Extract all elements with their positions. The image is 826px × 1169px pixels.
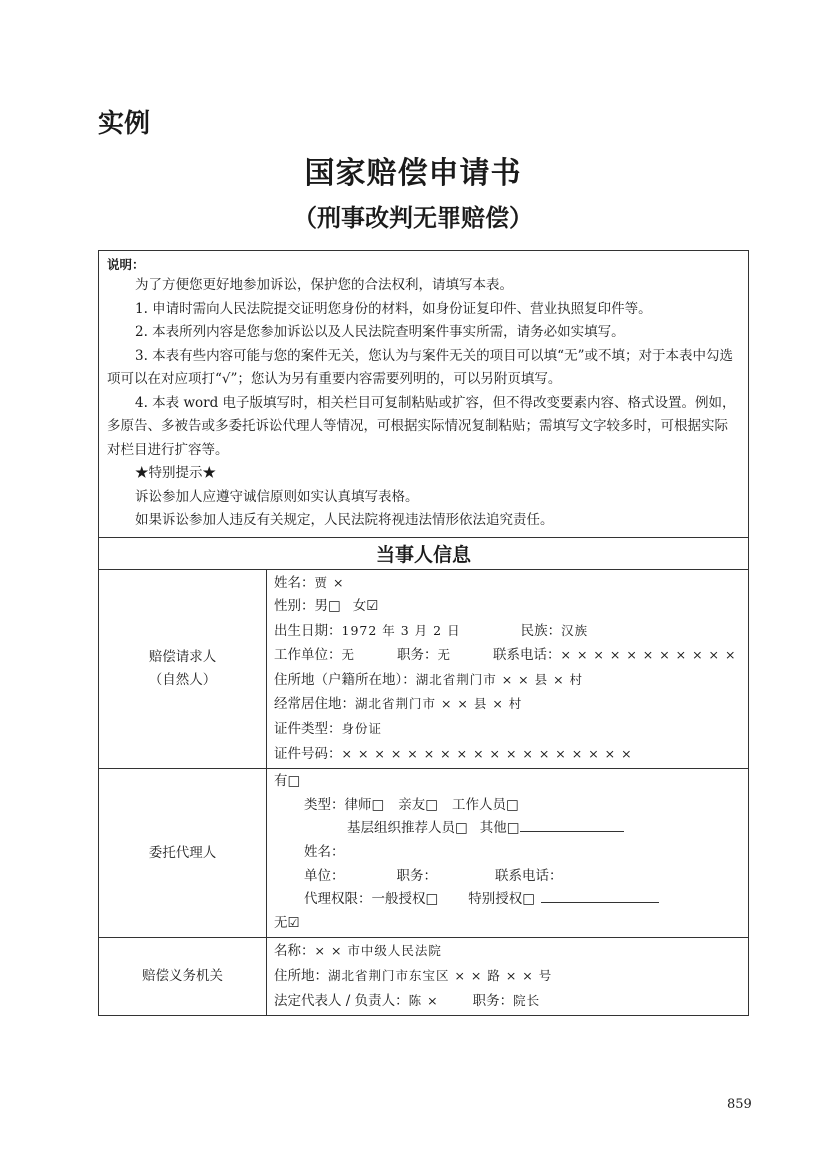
agent-type-row-2	[274, 817, 742, 841]
claimant-residence-row	[274, 692, 742, 717]
instruction-paragraph: 诉讼参加人应遵守诚信原则如实认真填写表格。	[135, 488, 419, 505]
field-label: 类型：	[304, 796, 345, 813]
obligor-rep-row	[274, 989, 742, 1014]
field-label: 证件号码：	[274, 745, 342, 762]
obligor-info-cell	[267, 938, 749, 1016]
field-label: 联系电话：	[493, 647, 561, 664]
page-number: 859	[727, 1097, 752, 1112]
instruction-paragraph: 2. 本表所列内容是您参加诉讼以及人民法院查明案件事实所需，请务必如实填写。	[135, 324, 625, 340]
instruction-paragraph: 如果诉讼参加人违反有关规定，人民法院将视违法情形依法追究责任。	[135, 512, 554, 528]
instruction-paragraph: 1. 申请时需向人民法院提交证明您身份的材料，如身份证复印件、营业执照复印件等。	[135, 300, 652, 317]
special-authority-checkbox[interactable]: 特别授权□	[468, 891, 536, 908]
authority-blank-line[interactable]	[541, 888, 659, 903]
claimant-idnum-value: × × × × × × × × × × × × × × × × × ×	[341, 745, 633, 761]
instruction-paragraph: 为了方便您更好地参加诉讼，保护您的合法权利，请填写本表。	[135, 277, 513, 293]
agent-label: 委托代理人	[148, 844, 217, 861]
field-label: 职务：	[396, 867, 437, 884]
field-label: 民族：	[520, 622, 562, 639]
obligor-address-row	[274, 964, 742, 989]
claimant-domicile-value: 湖北省荆门市 × × 县 × 村	[415, 671, 584, 687]
instruction-paragraph: 3. 本表有些内容可能与您的案件无关，您认为与案件无关的项目可以填“无”或不填；对于本表中勾选项可以在对应项打“√”；您认为另有重要内容需要列明的，可以另附页填写。	[107, 347, 733, 387]
general-authority-checkbox[interactable]: 一般授权□	[371, 891, 439, 908]
claimant-label-cell	[99, 569, 267, 769]
field-label: 代理权限：	[304, 891, 372, 908]
special-notice-heading: ★特别提示★	[135, 465, 216, 481]
gender-female-checkbox[interactable]: 女☑	[352, 598, 379, 615]
claimant-work-row	[274, 643, 742, 668]
claimant-name-row	[274, 571, 742, 596]
agent-info-cell	[267, 769, 749, 938]
field-label: 职务：	[472, 992, 514, 1009]
claimant-ethnic-value: 汉族	[561, 622, 589, 638]
example-label: 实例	[98, 109, 151, 139]
claimant-idnum-row	[274, 742, 742, 767]
agent-lawyer-checkbox[interactable]: 律师□	[344, 796, 385, 813]
field-label: 单位：	[304, 867, 345, 884]
field-label: 住所地：	[274, 968, 328, 984]
claimant-info-cell	[267, 569, 749, 769]
field-label: 经常居住地：	[274, 696, 355, 713]
field-label: 姓名：	[304, 844, 345, 861]
field-label: 性别：	[274, 598, 315, 615]
agent-other-checkbox[interactable]: 其他□	[479, 820, 520, 837]
claimant-idtype-row	[274, 717, 742, 742]
field-label: 工作单位：	[274, 647, 342, 664]
agent-has-checkbox[interactable]: 有□	[274, 773, 301, 790]
field-label: 法定代表人 / 负责人：	[274, 992, 409, 1009]
claimant-dob-row	[274, 619, 742, 644]
field-label: 联系电话：	[495, 867, 563, 884]
obligor-label-cell	[99, 938, 267, 1016]
obligor-address-value: 湖北省荆门市东宝区 × × 路 × × 号	[328, 968, 553, 983]
agent-authority-row	[274, 888, 742, 912]
obligor-label: 赔偿义务机关	[142, 968, 223, 985]
claimant-label: 赔偿请求人	[148, 648, 217, 665]
document-title: 国家赔偿申请书	[304, 156, 522, 191]
agent-unit-row	[274, 865, 742, 889]
agent-grassroots-checkbox[interactable]: 基层组织推荐人员□	[347, 820, 468, 837]
obligor-rep-value: 陈 ×	[408, 992, 439, 1008]
claimant-residence-value: 湖北省荆门市 × × 县 × 村	[355, 696, 523, 712]
obligor-name-row	[274, 939, 742, 964]
claimant-sublabel: （自然人）	[148, 671, 217, 688]
agent-label-cell	[99, 769, 267, 938]
field-label: 证件类型：	[274, 721, 342, 738]
field-label: 住所地（户籍所在地）：	[274, 671, 416, 688]
field-label: 姓名：	[274, 574, 315, 591]
agent-none-checkbox[interactable]: 无☑	[274, 914, 300, 931]
obligor-job-value: 院长	[513, 992, 541, 1008]
claimant-name-value: 贾 ×	[314, 574, 345, 590]
field-label: 职务：	[397, 647, 438, 664]
claimant-gender-row	[274, 595, 742, 619]
field-label: 名称：	[274, 943, 315, 960]
claimant-phone-value: × × × × × × × × × × ×	[560, 647, 737, 663]
section-title: 当事人信息	[99, 537, 749, 569]
obligor-name-value: × × 市中级人民法院	[314, 943, 442, 959]
agent-relative-checkbox[interactable]: 亲友□	[398, 796, 439, 813]
application-form-table	[98, 250, 749, 1016]
claimant-domicile-row	[274, 668, 742, 693]
instruction-paragraph: 4. 本表 word 电子版填写时，相关栏目可复制粘贴或扩容，但不得改变要素内容、格式设置。例如，多原告、多被告或多委托诉讼代理人等情况，可根据实际情况复制粘贴；需填写文字较多时，可根据实际对栏目进行扩容等。	[107, 394, 736, 458]
gender-male-checkbox[interactable]: 男□	[314, 598, 341, 615]
claimant-dob-value: 1972 年 3 月 2 日	[341, 622, 461, 638]
agent-staff-checkbox[interactable]: 工作人员□	[452, 796, 519, 813]
instructions-cell	[99, 251, 749, 538]
agent-name-row	[274, 841, 742, 865]
claimant-work-value: 无	[341, 647, 356, 663]
field-label: 出生日期：	[274, 622, 342, 639]
claimant-job-value: 无	[437, 647, 452, 663]
claimant-idtype-value: 身份证	[341, 721, 383, 737]
instructions-heading: 说明：	[107, 257, 145, 272]
agent-type-row	[274, 794, 742, 818]
document-subtitle: （刑事改判无罪赔偿）	[293, 203, 533, 232]
other-blank-line[interactable]	[520, 817, 624, 832]
